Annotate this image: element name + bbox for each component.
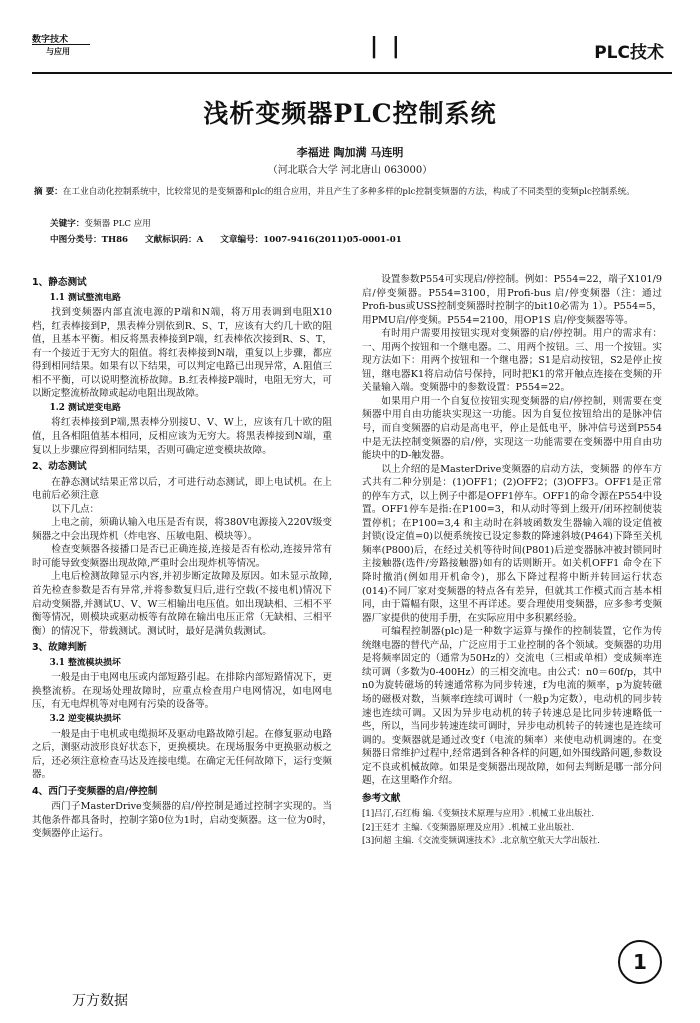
clc-number: 中图分类号：TH86 — [50, 235, 129, 245]
references-heading: 参考文献 — [362, 792, 401, 804]
right-column — [362, 273, 662, 849]
authors: 李福进 陶加满 马连明 — [296, 146, 404, 159]
paragraph: 将红表棒接到P端,黑表棒分别接U、V、W上，应该有几十欧的阻值，且各相阻值基本相同，反相应该为无穷大。将黑表棒接到N端，重复以上步骤应得到相同结果，否则可确定逆变模块故障。 — [32, 417, 332, 456]
section-heading: 2、动态测试 — [32, 461, 87, 473]
abstract-text: 在工业自动化控制系统中，比较常见的是变频器和plc的组合应用，并且产生了多种多样的plc控制变频器的方法，构成了不同类型的变频plc控制系统。 — [62, 187, 635, 197]
section-heading: 4、西门子变频器的启/停控制 — [32, 785, 158, 797]
page-number: 1 — [618, 940, 662, 984]
reference-item: [3]何超 主编.《交流变频调速技术》.北京航空航天大学出版社. — [362, 836, 600, 847]
abstract-label: 摘 要： — [34, 187, 63, 197]
left-column — [32, 273, 332, 841]
reference-item: [2]王廷才 主编.《变频器原理及应用》.机械工业出版社. — [362, 822, 575, 833]
subsection-heading: 3.1 整流模块损坏 — [49, 657, 121, 668]
paragraph: 设置参数P554可实现启/停控制。例如：P554=22，端子X101/9 启/停变频器。P554=3100，用Profi-bus 启/停变频器（注：通过Profi-bus或USS控制变频器时控制字的bit10必需为 1）。P554=5，用PMU启/停变频。P554=2100，用OP1S 启/停变频器等等。 — [362, 274, 662, 326]
section-heading: 3、故障判断 — [32, 642, 87, 654]
header-bars: | | — [370, 34, 403, 59]
article-number: 文章编号：1007-9416(2011)05-0001-01 — [220, 235, 402, 245]
journal-name: 数字技术 — [32, 35, 69, 45]
keywords — [50, 217, 151, 229]
paragraph: 检查变频器各接播口是否已正确连接,连接是否有松动,连接异常有时可能导致变频器出现故障,严重时会出现炸机等情况。 — [32, 544, 332, 569]
section-heading: 1、静态测试 — [32, 277, 87, 288]
classification-line — [50, 233, 416, 245]
paragraph: 上电后检测故障显示内容,并初步断定故障及原因。如未显示故障,首先检查参数是否有异常,并将参数复归后,进行空载(不接电机)情况下启动变频器,并测试U、V、W三相输出电压值。如出现缺相、三相不平衡等情况，则模块或驱动板等有故障在输出电压正常（无缺相、三相平衡）的情况下，带载测试。测试时，最好是满负载测试。 — [32, 571, 332, 637]
affiliation: （河北联合大学 河北唐山 063000） — [267, 165, 433, 176]
keywords-label: 关键字： — [50, 219, 85, 229]
header-divider — [32, 44, 90, 45]
abstract — [34, 186, 664, 199]
paragraph: 以上介绍的是MasterDrive变频器的启动方法，变频器 的停车方式共有二种分别是：(1)OFF1；(2)OFF2；(3)OFF3。OFF1是正常的停车方式，以上例子中都是OFF1停车。OFF1的命令源在P554中设置。OFF1停车是指:在P100=3，和从动时等到上级开/闭环控制使装置停机；在P100=3,4 和主动时在斜坡函数发生器输入端的设定值被封锁(设定值=0)以便系统按已设定参数的降速斜坡(P464)下降至关机频率(P800)后，在经过关机等待时间(P801)后逆变器脉冲被封锁同时主接触器(选件/旁路接触器)如有的话则断开。如关机OFF1 命令在下降时撤消(例如用开机命令)，那么下降过程将中断并转回运行状态(014)不同厂家对变频器的特点各有差异，但就其工作模式而言基本相同，由于篇幅有限，这里不再详述。要合理使用变频器，应多参考变频器厂家提供的使用手册，在实际应用中多积累经验。 — [362, 463, 662, 624]
paragraph: 以下几点： — [51, 503, 100, 515]
subsection-heading: 3.2 逆变模块损坏 — [49, 713, 121, 724]
section-name: PLC技术 — [594, 43, 664, 63]
paragraph: 西门子MasterDrive变频器的启/停控制是通过控制字实现的。当其他条件都具备时，控制字第0位为1时，启动变频器。这一位为0时，变频器停止运行。 — [32, 801, 332, 840]
paragraph: 可编程控制器(plc)是一种数字运算与操作的控制装置，它作为传统继电器的替代产品，广泛应用于工业控制的各个领域。变频器的功用是将频率固定的（通常为50Hz的）交流电（三相或单相）变成频率连续可调（多数为0-400Hz）的三相交流电。由公式：n0＝60f/p，其中n0为旋转磁场的转速通常称为同步转速，f为电流的频率，p为旋转磁场的磁极对数，当频率f连续可调时（一般p为定数），电动机的同步转速也连续可调。又因为异步电动机的转子转速总是比同步转速略低一些，所以，当同步转速连续可调时，异步电动机转子的转速也是连续可调的。变频器就是通过改变f（电流的频率）来使电动机调速的。在变频器日常维护过程中,经常遇到各种各样的问题,如外围线路问题,参数设定不良或机械故障。如果是变频器出现故障，如何去判断是哪一部分问题，在这里略作介绍。 — [362, 626, 662, 787]
running-header — [32, 30, 672, 74]
reference-item: [1]吕汀,石红梅 编.《变频技术原理与应用》.机械工业出版社. — [362, 809, 595, 820]
paragraph: 一般是由于电网电压或内部短路引起。在排除内部短路情况下，更换整流桥。在现场处理故障时，应重点检查用户电网情况，如电网电压，有无电焊机等对电网有污染的设备等。 — [32, 672, 332, 711]
paragraph: 找到变频器内部直流电源的P端和N端，将万用表调到电阻X10档，红表棒接到P，黑表棒分别依到R、S、T，应该有大约几十欧的阻值，且基本平衡。相反将黑表棒接到P端，红表棒依次接到R、S、T，有一个接近于无穷大的阻值。将红表棒接到N端，重复以上步骤，都应得到相同结果。如果有以下结果，可以判定电路已出现异常，A.阻值三相不平衡，可以说明整流桥故障。B.红表棒接P端时，电阻无穷大，可以断定整流桥故障或起动电阻出现故障。 — [32, 307, 332, 400]
subsection-heading: 1.1 测试整流电路 — [49, 292, 121, 303]
footer-watermark: 万方数据 — [72, 993, 128, 1009]
paragraph: 有时用户需要用按钮实现对变频器的启/停控制。用户的需求有：一、用两个按钮和一个继电器。二、用两个按钮。三、用一个按钮。实现方法如下：用两个按钮和一个继电器；S1是启动按钮，S2是停止按钮，继电器K1将启动信号保持，同时把K1的常开触点连接在变频的开关量输入端。变频器中的参数设置：P554=22。 — [362, 328, 662, 394]
journal-name-sub: 与应用 — [46, 47, 70, 56]
article-title: 浅析变频器PLC控制系统 — [203, 99, 497, 128]
paragraph: 上电之前，须确认输入电压是否有误，将380V电源接入220V级变频器之中会出现炸机（炸电容、压敏电阻、模块等）。 — [32, 517, 332, 542]
document-code: 文献标识码：A — [145, 235, 204, 245]
paragraph: 如果用户用一个自复位按钮实现变频器的启/停控制，则需要在变频器中用自由功能块实现这一功能。因为自复位按钮给出的是脉冲信号，而自变频器的启动是高电平，停止是低电平，脉冲信号送到P554中是无法控制变频器的启/停，实现这一功能需要在变频器中用自由功能块中的D-触发器。 — [362, 395, 662, 462]
subsection-heading: 1.2 测试逆变电路 — [49, 402, 121, 413]
keywords-text: 变频器 PLC 应用 — [84, 219, 151, 229]
paragraph: 一般是由于电机或电缆损坏及驱动电路故障引起。在修复驱动电路之后，测驱动波形良好状态下，更换模块。在现场服务中更换驱动板之后，还必须注意检查马达及连接电缆。在确定无任何故障下，运行变频器。 — [32, 728, 332, 781]
paragraph: 在静态测试结果正常以后，才可进行动态测试，即上电试机。在上电前后必须注意 — [32, 476, 332, 502]
